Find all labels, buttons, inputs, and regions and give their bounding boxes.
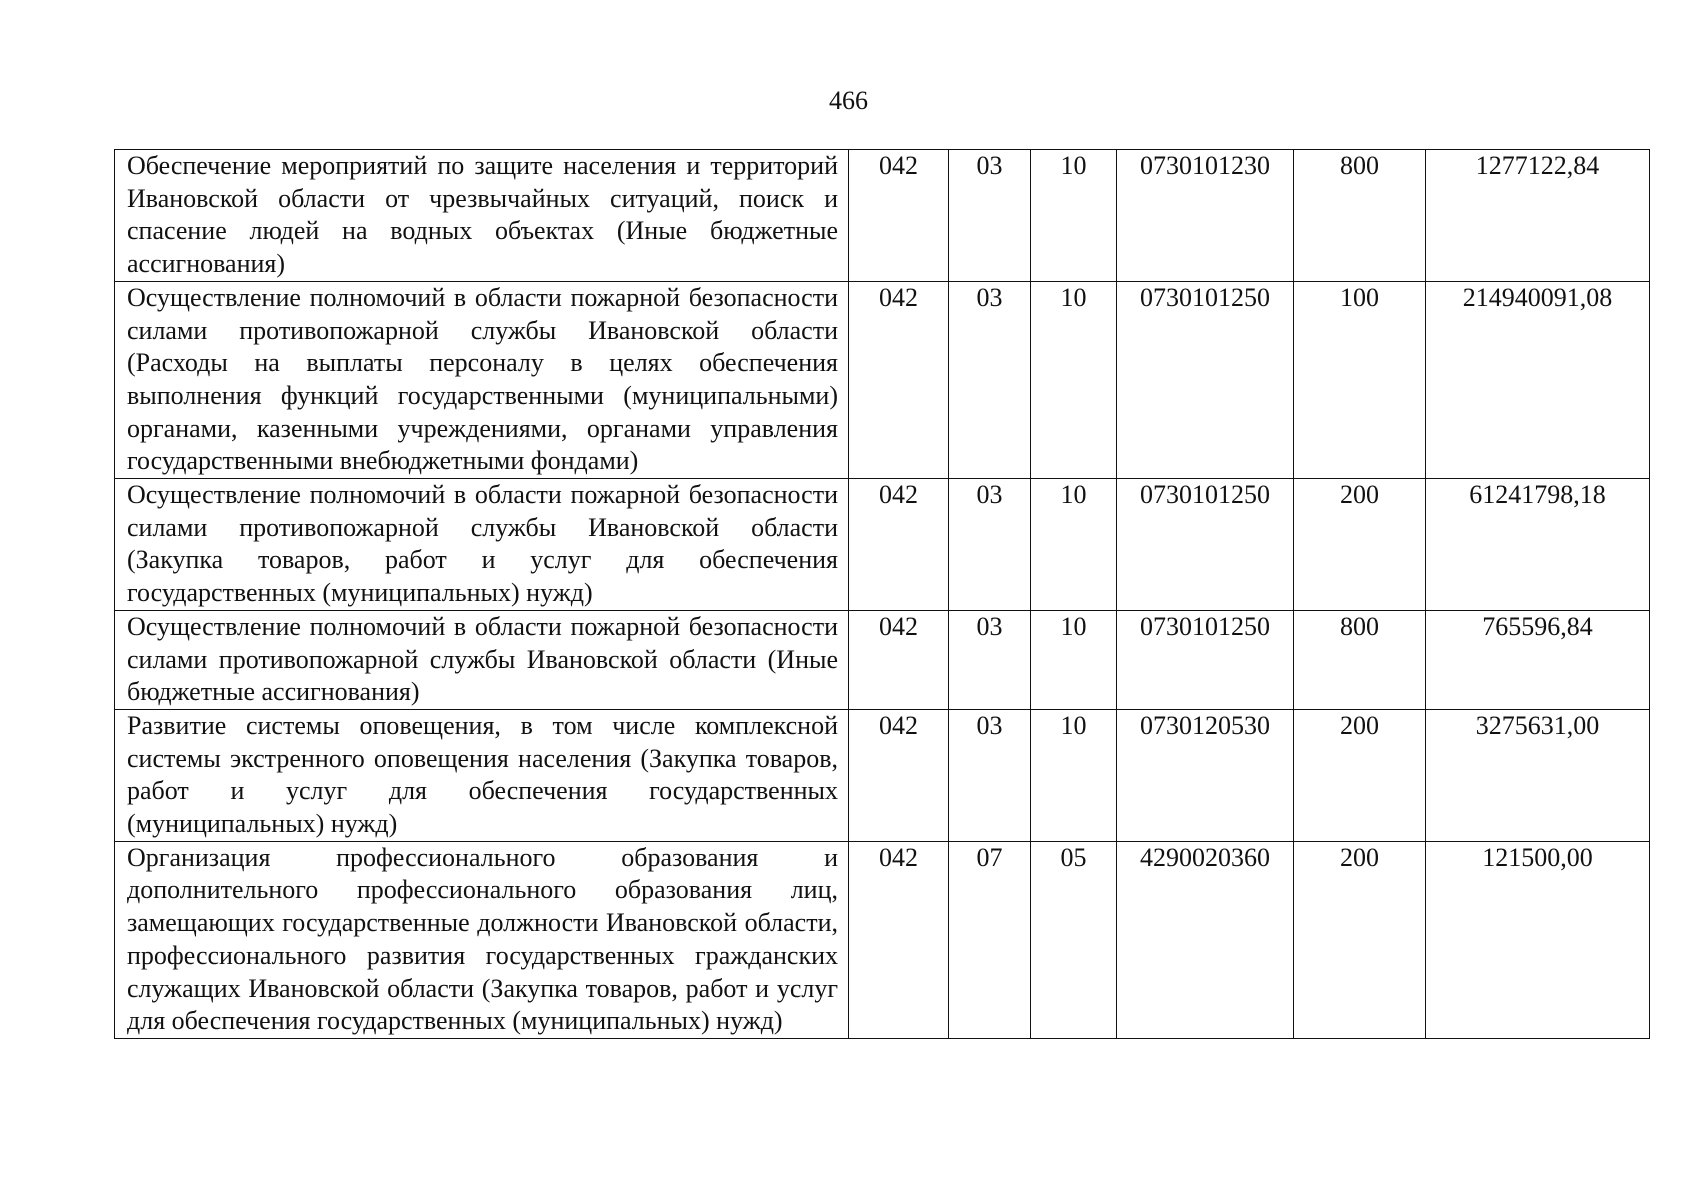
- row-section-code: 03: [949, 479, 1031, 611]
- table-row: [115, 709, 1650, 841]
- table-body: [115, 150, 1650, 1039]
- row-amount: 214940091,08: [1426, 281, 1650, 478]
- row-ministry-code: 042: [849, 281, 949, 478]
- row-ministry-code: 042: [849, 841, 949, 1038]
- table-row: [115, 841, 1650, 1038]
- table-row: [115, 150, 1650, 282]
- row-amount: 1277122,84: [1426, 150, 1650, 282]
- row-expense-type: 800: [1294, 610, 1426, 709]
- row-expense-type: 200: [1294, 479, 1426, 611]
- row-target-article: 0730101250: [1117, 610, 1294, 709]
- table-row: [115, 610, 1650, 709]
- row-amount: 121500,00: [1426, 841, 1650, 1038]
- row-expense-type: 800: [1294, 150, 1426, 282]
- row-subsection-code: 10: [1031, 281, 1117, 478]
- row-amount: 61241798,18: [1426, 479, 1650, 611]
- row-ministry-code: 042: [849, 610, 949, 709]
- row-subsection-code: 10: [1031, 709, 1117, 841]
- table-row: [115, 479, 1650, 611]
- row-subsection-code: 10: [1031, 479, 1117, 611]
- row-subsection-code: 10: [1031, 150, 1117, 282]
- row-description: Осуществление полномочий в области пожарной безопасности силами противопожарной службы Ивановской области (Закупка товаров, работ и услуг для обеспечения государственных (муниципальных) нужд): [115, 479, 849, 611]
- row-expense-type: 200: [1294, 841, 1426, 1038]
- row-description: Осуществление полномочий в области пожарной безопасности силами противопожарной службы Ивановской области (Расходы на выплаты персоналу в целях обеспечения выполнения функций государственными (муниципальными) органами, казенными учреждениями, органами управления государственными внебюджетными фондами): [115, 281, 849, 478]
- row-description: Обеспечение мероприятий по защите населения и территорий Ивановской области от чрезвычайных ситуаций, поиск и спасение людей на водных объектах (Иные бюджетные ассигнования): [115, 150, 849, 282]
- row-ministry-code: 042: [849, 709, 949, 841]
- row-expense-type: 200: [1294, 709, 1426, 841]
- row-expense-type: 100: [1294, 281, 1426, 478]
- row-description: Развитие системы оповещения, в том числе комплексной системы экстренного оповещения населения (Закупка товаров, работ и услуг для обеспечения государственных (муниципальных) нужд): [115, 709, 849, 841]
- row-description: Осуществление полномочий в области пожарной безопасности силами противопожарной службы Ивановской области (Иные бюджетные ассигнования): [115, 610, 849, 709]
- row-description: Организация профессионального образования и дополнительного профессионального образования лиц, замещающих государственные должности Ивановской области, профессионального развития государственных гражданских служащих Ивановской области (Закупка товаров, работ и услуг для обеспечения государственных (муниципальных) нужд): [115, 841, 849, 1038]
- row-subsection-code: 10: [1031, 610, 1117, 709]
- row-section-code: 03: [949, 709, 1031, 841]
- row-target-article: 0730101250: [1117, 281, 1294, 478]
- row-target-article: 0730101250: [1117, 479, 1294, 611]
- row-target-article: 0730101230: [1117, 150, 1294, 282]
- row-section-code: 03: [949, 150, 1031, 282]
- row-section-code: 03: [949, 281, 1031, 478]
- budget-table: [114, 149, 1650, 1039]
- table-row: [115, 281, 1650, 478]
- row-section-code: 07: [949, 841, 1031, 1038]
- row-target-article: 4290020360: [1117, 841, 1294, 1038]
- row-amount: 765596,84: [1426, 610, 1650, 709]
- page-number: 466: [829, 86, 868, 115]
- row-amount: 3275631,00: [1426, 709, 1650, 841]
- row-ministry-code: 042: [849, 479, 949, 611]
- row-section-code: 03: [949, 610, 1031, 709]
- row-ministry-code: 042: [849, 150, 949, 282]
- row-target-article: 0730120530: [1117, 709, 1294, 841]
- row-subsection-code: 05: [1031, 841, 1117, 1038]
